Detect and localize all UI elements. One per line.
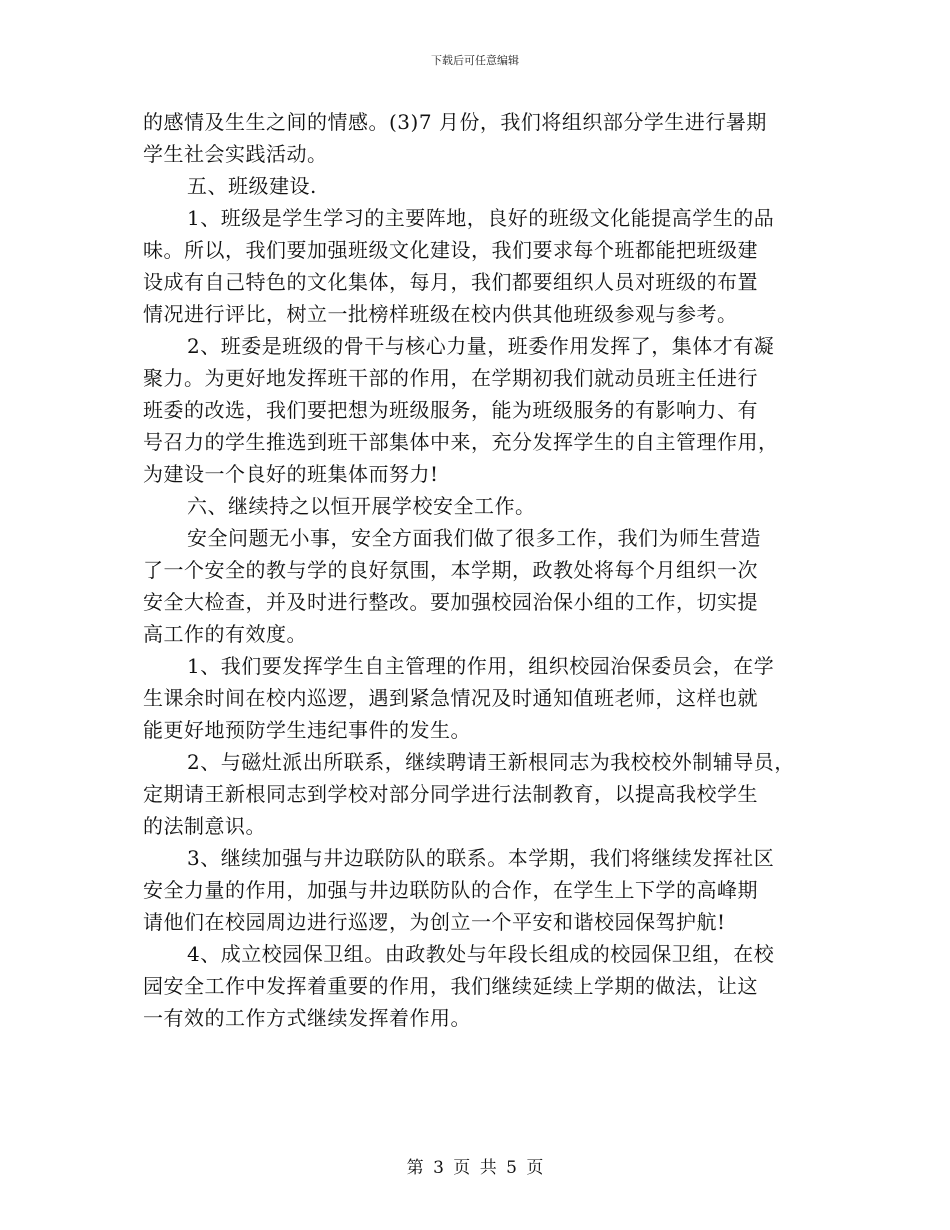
text-line: 安全问题无小事，安全方面我们做了很多工作，我们为师生营造 [187,526,761,550]
section-heading: 五、班级建设. [187,174,317,198]
page-header-note: 下载后可任意编辑 [431,54,519,67]
text-line: 2、与磁灶派出所联系，继续聘请王新根同志为我校校外制辅导员， [187,750,795,774]
text-line: 情况进行评比，树立一批榜样班级在校内供其他班级参观与参考。 [143,302,738,326]
text-line: 一有效的工作方式继续发挥着作用。 [143,1006,471,1030]
text-line: 高工作的有效度。 [143,622,307,646]
text-line: 1、我们要发挥学生自主管理的作用，组织校园治保委员会，在学 [187,654,775,678]
text-line: 味。所以，我们要加强班级文化建设，我们要求每个班都能把班级建 [143,238,758,262]
text-line: 聚力。为更好地发挥班干部的作用，在学期初我们就动员班主任进行 [143,366,758,390]
text-line: 安全大检查，并及时进行整改。要加强校园治保小组的工作，切实提 [143,590,758,614]
text-line: 3、继续加强与井边联防队的联系。本学期，我们将继续发挥社区 [187,846,775,870]
text-line: 设成有自己特色的文化集体，每月，我们都要组织人员对班级的布置 [143,270,758,294]
text-line: 了一个安全的教与学的良好氛围，本学期，政教处将每个月组织一次 [143,558,758,582]
text-line: 4、成立校园保卫组。由政教处与年段长组成的校园保卫组，在校 [187,942,775,966]
document-body [143,106,823,1034]
text-line: 园安全工作中发挥着重要的作用，我们继续延续上学期的做法，让这 [143,974,758,998]
text-line: 定期请王新根同志到学校对部分同学进行法制教育，以提高我校学生 [143,782,758,806]
text-line: 生课余时间在校内巡逻，遇到紧急情况及时通知值班老师，这样也就 [143,686,758,710]
text-line: 安全力量的作用，加强与井边联防队的合作，在学生上下学的高峰期 [143,878,758,902]
text-line: 请他们在校园周边进行巡逻，为创立一个平安和谐校园保驾护航! [143,910,726,934]
text-line: 的法制意识。 [143,814,266,838]
text-line: 为建设一个良好的班集体而努力! [143,462,439,486]
section-heading: 六、继续持之以恒开展学校安全工作。 [187,494,536,518]
text-line: 1、班级是学生学习的主要阵地，良好的班级文化能提高学生的品 [187,206,775,230]
text-line: 号召力的学生推选到班干部集体中来，充分发挥学生的自主管理作用， [143,430,779,454]
page-number-footer: 第 3 页 共 5 页 [406,1158,544,1178]
text-line: 能更好地预防学生违纪事件的发生。 [143,718,471,742]
text-line: 的感情及生生之间的情感。(3)7 月份，我们将组织部分学生进行暑期 [143,110,767,134]
text-line: 2、班委是班级的骨干与核心力量，班委作用发挥了，集体才有凝 [187,334,775,358]
text-line: 学生社会实践活动。 [143,142,328,166]
text-line: 班委的改选，我们要把想为班级服务，能为班级服务的有影响力、有 [143,398,758,422]
